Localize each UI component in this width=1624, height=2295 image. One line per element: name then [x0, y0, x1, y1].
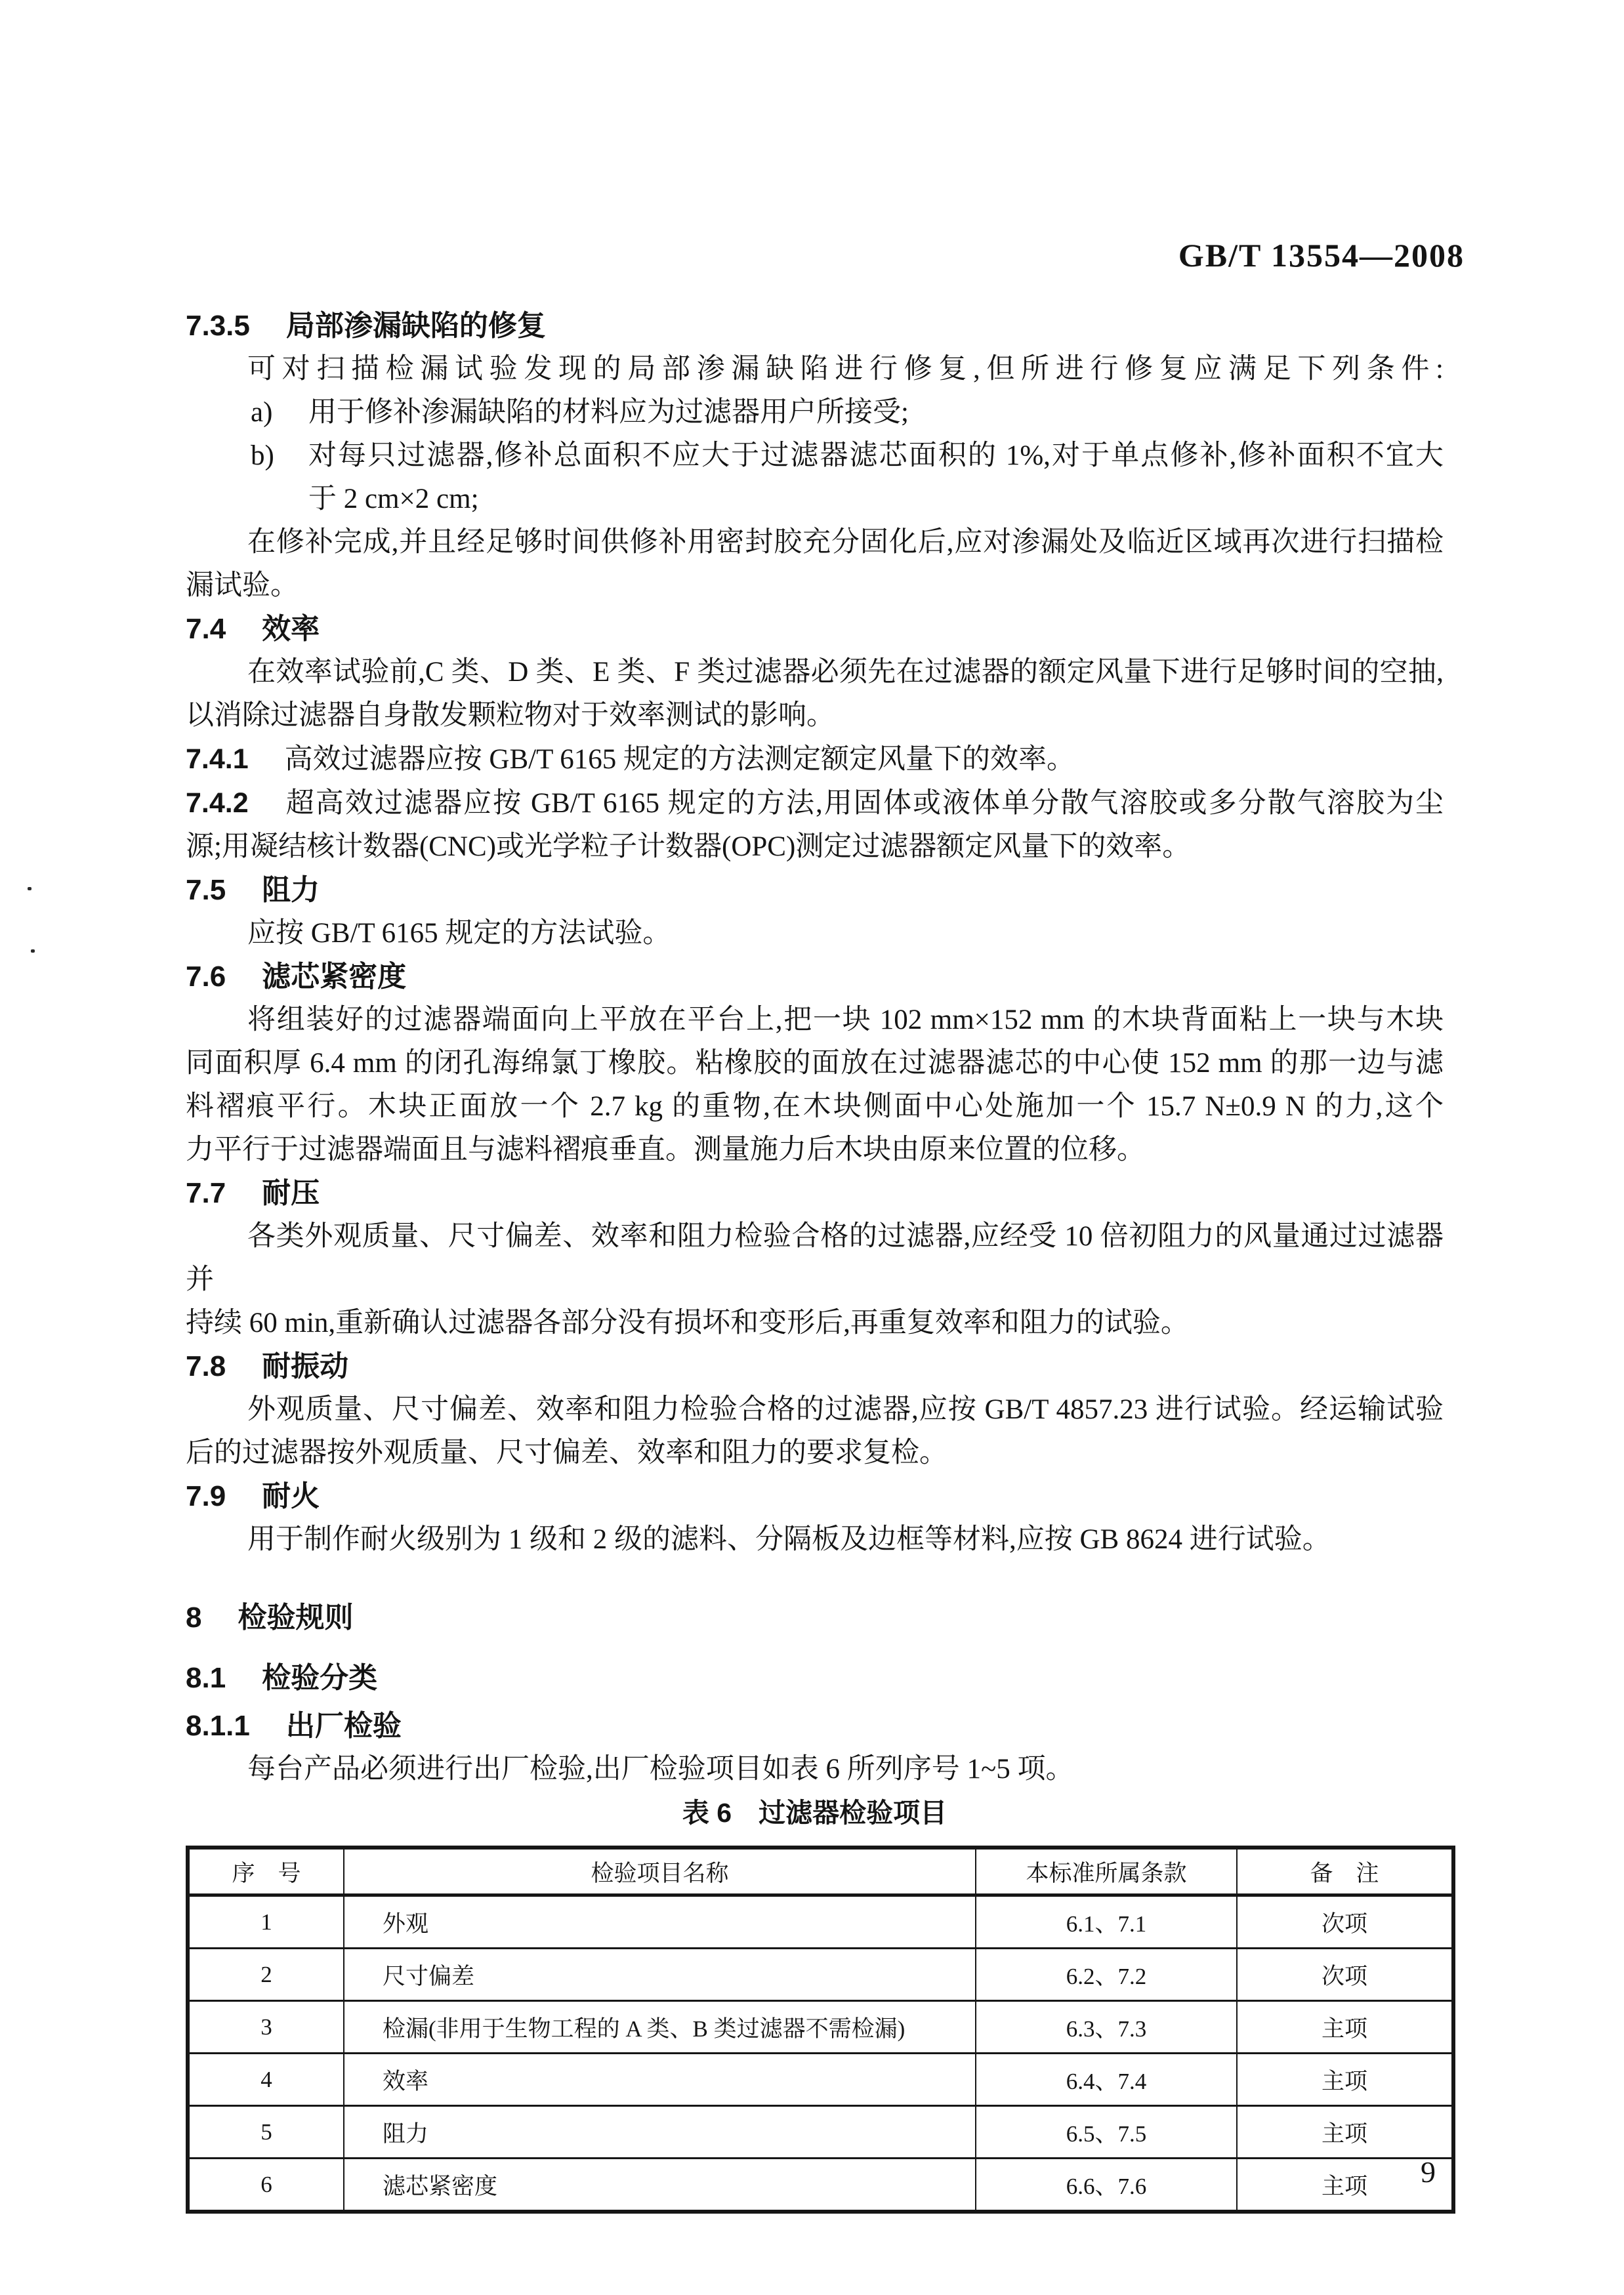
line-text: 局部渗漏缺陷的修复: [285, 310, 546, 342]
list-item: [186, 391, 1444, 434]
clause-refs: 6.5、7.5: [976, 2106, 1237, 2159]
item-name: 尺寸偏差: [344, 1949, 976, 2001]
body-line: [186, 1302, 1444, 1345]
item-name: 外观: [344, 1895, 976, 1949]
list-item: [186, 434, 1444, 478]
line-text: 应按 GB/T 6165 规定的方法试验。: [247, 918, 671, 949]
body-line: [186, 1042, 1444, 1085]
table-row: [188, 1949, 1453, 2001]
clause-number: 7.9: [186, 1480, 226, 1512]
item-name: 检漏(非用于生物工程的 A 类、B 类过滤器不需检漏): [344, 2001, 976, 2054]
line-text: 高效过滤器应按 GB/T 6165 规定的方法测定额定风量下的效率。: [284, 744, 1075, 775]
body-line: [186, 564, 1444, 608]
table-row: [188, 2106, 1453, 2159]
line-text: 各类外观质量、尺寸偏差、效率和阻力检验合格的过滤器,应经受 10 倍初阻力的风量通过过滤器并: [186, 1221, 1444, 1295]
remark: 主项: [1237, 2159, 1453, 2212]
scan-speck: [28, 887, 31, 890]
table-body: [188, 1895, 1453, 2212]
clause-number: 8.1.1: [186, 1710, 250, 1742]
clause-number: 7.4: [186, 613, 226, 645]
body-line: [186, 651, 1444, 694]
clause-number: 8: [186, 1602, 202, 1634]
line-text: 在效率试验前,C 类、D 类、E 类、F 类过滤器必须先在过滤器的额定风量下进行足够时间的空抽,: [247, 657, 1444, 688]
line-text: 于 2 cm×2 cm;: [308, 484, 479, 514]
section-heading: [186, 608, 1444, 651]
line-text: 效率: [262, 613, 320, 645]
body-line: [186, 1215, 1444, 1302]
section-heading: [186, 1657, 1444, 1700]
content-flow: [186, 304, 1444, 2214]
clause-number: 7.8: [186, 1350, 226, 1382]
line-text: 可对扫描检漏试验发现的局部渗漏缺陷进行修复,但所进行修复应满足下列条件:: [247, 354, 1444, 384]
table-header-row: [188, 1848, 1453, 1895]
line-text: 外观质量、尺寸偏差、效率和阻力检验合格的过滤器,应按 GB/T 4857.23 进行试验。经运输试验: [247, 1394, 1444, 1425]
line-text: 每台产品必须进行出厂检验,出厂检验项目如表 6 所列序号 1~5 项。: [247, 1754, 1074, 1785]
clause-refs: 6.6、7.6: [976, 2159, 1237, 2212]
body-line: [186, 1085, 1444, 1128]
line-text: 阻力: [262, 874, 320, 906]
table-header-cell: 本标准所属条款: [976, 1848, 1237, 1895]
table-header-cell: 序 号: [188, 1848, 344, 1895]
table-row: [188, 2159, 1453, 2212]
table-caption: 表 6 过滤器检验项目: [682, 1798, 947, 1828]
list-continuation: [186, 478, 1444, 521]
body-line: [186, 1128, 1444, 1172]
line-text: 耐火: [262, 1480, 320, 1512]
page-number: 9: [1421, 2155, 1436, 2189]
chapter-heading: [186, 1596, 1444, 1640]
line-text: 对每只过滤器,修补总面积不应大于过滤器滤芯面积的 1%,对于单点修补,修补面积不宜大: [308, 440, 1444, 471]
line-text: 滤芯紧密度: [262, 961, 407, 993]
remark: 主项: [1237, 2001, 1453, 2054]
clause-number: 8.1: [186, 1662, 226, 1694]
section-heading: [186, 1475, 1444, 1518]
line-text: 力平行于过滤器端面且与滤料褶痕垂直。测量施力后木块由原来位置的位移。: [186, 1134, 1145, 1165]
remark: 次项: [1237, 1895, 1453, 1949]
clause-number: 7.5: [186, 874, 226, 906]
section-heading: [186, 1345, 1444, 1388]
clause-paragraph: [186, 737, 1444, 781]
body-line: [186, 1432, 1444, 1475]
table-row: [188, 2054, 1453, 2106]
standard-number: GB/T 13554—2008: [1178, 237, 1465, 274]
body-line: [186, 825, 1444, 869]
line-text: 用于制作耐火级别为 1 级和 2 级的滤料、分隔板及边框等材料,应按 GB 8624 进行试验。: [247, 1524, 1331, 1555]
section-heading: [186, 1705, 1444, 1748]
clause-refs: 6.3、7.3: [976, 2001, 1237, 2054]
section-heading: [186, 955, 1444, 999]
body-line: [186, 1748, 1444, 1791]
body-line: [186, 1388, 1444, 1432]
line-text: 源;用凝结核计数器(CNC)或光学粒子计数器(OPC)测定过滤器额定风量下的效率。: [186, 831, 1191, 862]
table-header-cell: 备 注: [1237, 1848, 1453, 1895]
section-heading: [186, 1172, 1444, 1215]
remark: 次项: [1237, 1949, 1453, 2001]
item-name: 阻力: [344, 2106, 976, 2159]
line-text: 检验分类: [262, 1662, 378, 1694]
list-marker: b): [251, 440, 274, 471]
body-line: [186, 694, 1444, 737]
clause-number: 7.6: [186, 961, 226, 993]
line-text: 持续 60 min,重新确认过滤器各部分没有损坏和变形后,再重复效率和阻力的试验。: [186, 1308, 1189, 1338]
clause-number: 7.3.5: [186, 310, 250, 342]
table-row: [188, 2001, 1453, 2054]
list-marker: a): [251, 397, 273, 428]
clause-number: 7.7: [186, 1177, 226, 1209]
line-text: 漏试验。: [186, 570, 299, 601]
remark: 主项: [1237, 2106, 1453, 2159]
clause-paragraph: [186, 781, 1444, 825]
clause-number: 7.4.2: [186, 787, 249, 819]
section-heading: [186, 304, 1444, 348]
body-line: [186, 912, 1444, 955]
row-number: 4: [188, 2054, 344, 2106]
body-line: [186, 348, 1444, 391]
remark: 主项: [1237, 2054, 1453, 2106]
row-number: 2: [188, 1949, 344, 2001]
item-name: 效率: [344, 2054, 976, 2106]
inspection-items-table: [186, 1846, 1455, 2214]
body-line: [186, 521, 1444, 564]
table-row: [188, 1895, 1453, 1949]
line-text: 以消除过滤器自身散发颗粒物对于效率测试的影响。: [186, 700, 835, 731]
table-header-cell: 检验项目名称: [344, 1848, 976, 1895]
line-text: 超高效过滤器应按 GB/T 6165 规定的方法,用固体或液体单分散气溶胶或多分散气溶胶为尘: [284, 788, 1444, 819]
row-number: 3: [188, 2001, 344, 2054]
line-text: 将组装好的过滤器端面向上平放在平台上,把一块 102 mm×152 mm 的木块背面粘上一块与木块: [247, 1004, 1444, 1035]
scan-speck: [31, 949, 35, 953]
line-text: 检验规则: [238, 1602, 354, 1634]
row-number: 5: [188, 2106, 344, 2159]
line-text: 用于修补渗漏缺陷的材料应为过滤器用户所接受;: [308, 397, 909, 428]
body-text: [186, 304, 1444, 1791]
line-text: 耐压: [262, 1177, 320, 1209]
row-number: 1: [188, 1895, 344, 1949]
section-heading: [186, 869, 1444, 912]
clause-number: 7.4.1: [186, 743, 249, 775]
line-text: 在修补完成,并且经足够时间供修补用密封胶充分固化后,应对渗漏处及临近区域再次进行扫描检: [247, 527, 1444, 558]
row-number: 6: [188, 2159, 344, 2212]
line-text: 料褶痕平行。木块正面放一个 2.7 kg 的重物,在木块侧面中心处施加一个 15.7 N±0.9 N 的力,这个: [186, 1091, 1444, 1122]
line-text: 后的过滤器按外观质量、尺寸偏差、效率和阻力的要求复检。: [186, 1437, 947, 1468]
clause-refs: 6.4、7.4: [976, 2054, 1237, 2106]
line-text: 耐振动: [262, 1350, 349, 1382]
item-name: 滤芯紧密度: [344, 2159, 976, 2212]
body-line: [186, 1518, 1444, 1561]
body-line: [186, 999, 1444, 1042]
clause-refs: 6.2、7.2: [976, 1949, 1237, 2001]
line-text: 同面积厚 6.4 mm 的闭孔海绵氯丁橡胶。粘橡胶的面放在过滤器滤芯的中心使 152 mm 的那一边与滤: [186, 1048, 1444, 1079]
clause-refs: 6.1、7.1: [976, 1895, 1237, 1949]
line-text: 出厂检验: [285, 1710, 402, 1742]
